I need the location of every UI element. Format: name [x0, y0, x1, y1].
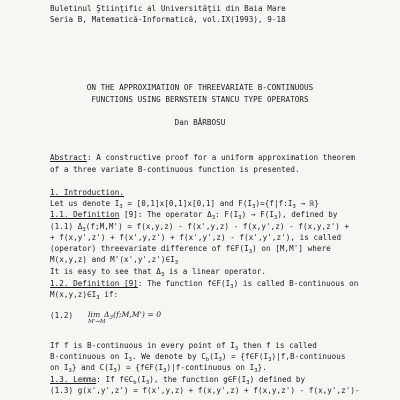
journal-header-line-1: Buletinul Ştiinţific al Universităţii din Baia Mare — [50, 4, 286, 13]
sub-b: b — [205, 357, 210, 363]
definition-2-text-a: : The function f∈F(I — [137, 279, 231, 288]
sub-3: 3 — [109, 315, 114, 321]
sub-3: 3 — [128, 357, 132, 363]
sub-3: 3 — [238, 215, 242, 221]
difference-text-a: (operator) threevariate difference of f∈F(I — [50, 244, 249, 253]
sub-3: 3 — [113, 368, 117, 374]
section-heading: 1. Introduction. — [50, 188, 124, 197]
sub-3: 3 — [230, 284, 234, 290]
sub-3: 3 — [218, 357, 222, 363]
definition-2-if: if: — [99, 290, 119, 299]
paragraph-2-text-e: )|f,B-continuous — [271, 352, 346, 361]
sub-3: 3 — [273, 215, 278, 221]
lemma-label: 1.3. Lemma — [50, 375, 97, 384]
sub-3: 3 — [268, 357, 272, 363]
title-line-2: FUNCTIONS USING BERNSTEIN STANCU TYPE OPERATORS — [91, 95, 309, 104]
paragraph-1-text-a: If f is B-continuous in every point of I — [50, 341, 235, 350]
sub-3: 3 — [248, 249, 253, 255]
equation-1-2-limit-subscript: M'→M — [88, 319, 106, 325]
equation-1-2-label: (1.2) — [50, 311, 74, 320]
author: Dan BĂRBOSU — [174, 118, 226, 127]
intro-text-b: = [0,1]x[0,1]x[0,1] and F(I — [122, 199, 253, 208]
definition-2-text-b: ) is called B-continuous on — [233, 279, 359, 288]
definition-1-text-c: ) → F(I — [241, 210, 274, 219]
abstract-label: Abstract — [50, 153, 87, 162]
equation-1-1-text: (f;M,M') = f(x,y,z) - f(x',y,z) - f(x,y',z) - f(x,y,z') + — [85, 222, 350, 231]
definition-1-label: 1.1. Definition — [50, 210, 120, 219]
equation-1-1-line-2: + f(x,y',z') + f(x',y,z') + f(x',y',z) - f(x',y',z'), is called — [50, 233, 342, 242]
sub-3: 3 — [82, 227, 86, 233]
lemma-text-a: : If f∈C — [96, 375, 134, 384]
definition-2-point: M(x,y,z)∈I — [50, 290, 97, 299]
linear-text-b: is a linear operator. — [164, 267, 266, 276]
points-text: M(x,y,z) and M'(x',y',z')∈I — [50, 255, 175, 264]
title-line-1: ON THE APPROXIMATION OF THREEVARIATE B-CONTINUOUS — [86, 83, 314, 92]
equation-1-2-lim: lim — [88, 310, 101, 319]
equation-1-2-expression — [104, 310, 161, 323]
abstract-text-1: : A constructive proof for a uniform approximation theorem — [86, 153, 356, 162]
equation-1-2-rhs: (f;M,M') = 0 — [113, 310, 162, 319]
lemma-text-b: (I — [136, 375, 146, 384]
intro-text-a: Let us denote I — [50, 199, 120, 208]
sub-3: 3 — [68, 368, 72, 374]
abstract-line-2: of a three variate B-continuous function is presented. — [50, 165, 300, 174]
sub-3: 3 — [234, 346, 239, 352]
paragraph-3-text-d: )|f-continuous on I — [166, 363, 255, 372]
sub-3: 3 — [211, 215, 216, 221]
equation-1-3-line: (1.3) g(x',y',z') = f(x',y,z) + f(x,y',z) + f(x,y,z') - f(x,y',z')- — [50, 386, 360, 395]
definition-1-text-a: [9]: The operator Δ — [119, 210, 212, 219]
sub-b: b — [133, 380, 137, 386]
intro-text-d: → ℝ} — [295, 199, 319, 208]
sub-3: 3 — [145, 380, 150, 386]
delta-symbol: Δ — [104, 310, 110, 319]
paragraph-2-text-b: . We denote by C — [131, 352, 206, 361]
definition-2-line-2 — [50, 290, 118, 303]
paragraph-1-text-b: then f is called — [238, 341, 317, 350]
paragraph-2-text-c: (I — [209, 352, 219, 361]
lemma-text-c: ), the function g∈F(I — [149, 375, 247, 384]
abstract-line-1 — [50, 153, 355, 162]
paragraph-2-text-d: ) = {f∈F(I — [221, 352, 269, 361]
lemma-text-d: ) defined by — [249, 375, 306, 384]
definition-1-text-d: ), defined by — [277, 210, 338, 219]
sub-3: 3 — [246, 380, 250, 386]
definition-1-text-b: : F(I — [215, 210, 239, 219]
sub-3: 3 — [174, 260, 179, 266]
paragraph-2-text-a: B-continuous on I — [50, 352, 129, 361]
intro-text-c: )={f|f:I — [255, 199, 293, 208]
paragraph-3-text-e: }. — [257, 363, 267, 372]
linear-text-a: It is easy to see that Δ — [50, 267, 161, 276]
sub-3: 3 — [119, 204, 123, 210]
paragraph-3-text-c: ) = {f∈F(I — [116, 363, 164, 372]
sub-3: 3 — [292, 204, 296, 210]
paragraph-3-text-b: } and C(I — [71, 363, 114, 372]
sub-3: 3 — [160, 272, 165, 278]
equation-1-1-label: (1.1) Δ — [50, 222, 83, 231]
definition-2-label: 1.2. Definition [9] — [50, 279, 138, 288]
paragraph-3-text-a: on I — [50, 363, 69, 372]
difference-text-b: ) on [M,M'] where — [252, 244, 331, 253]
sub-3: 3 — [254, 368, 258, 374]
sub-3: 3 — [163, 368, 167, 374]
journal-header-line-2: Seria B, Matematică-Informatică, vol.IX(1993), 9-18 — [50, 15, 286, 24]
sub-3: 3 — [252, 204, 256, 210]
sub-3: 3 — [96, 295, 100, 301]
